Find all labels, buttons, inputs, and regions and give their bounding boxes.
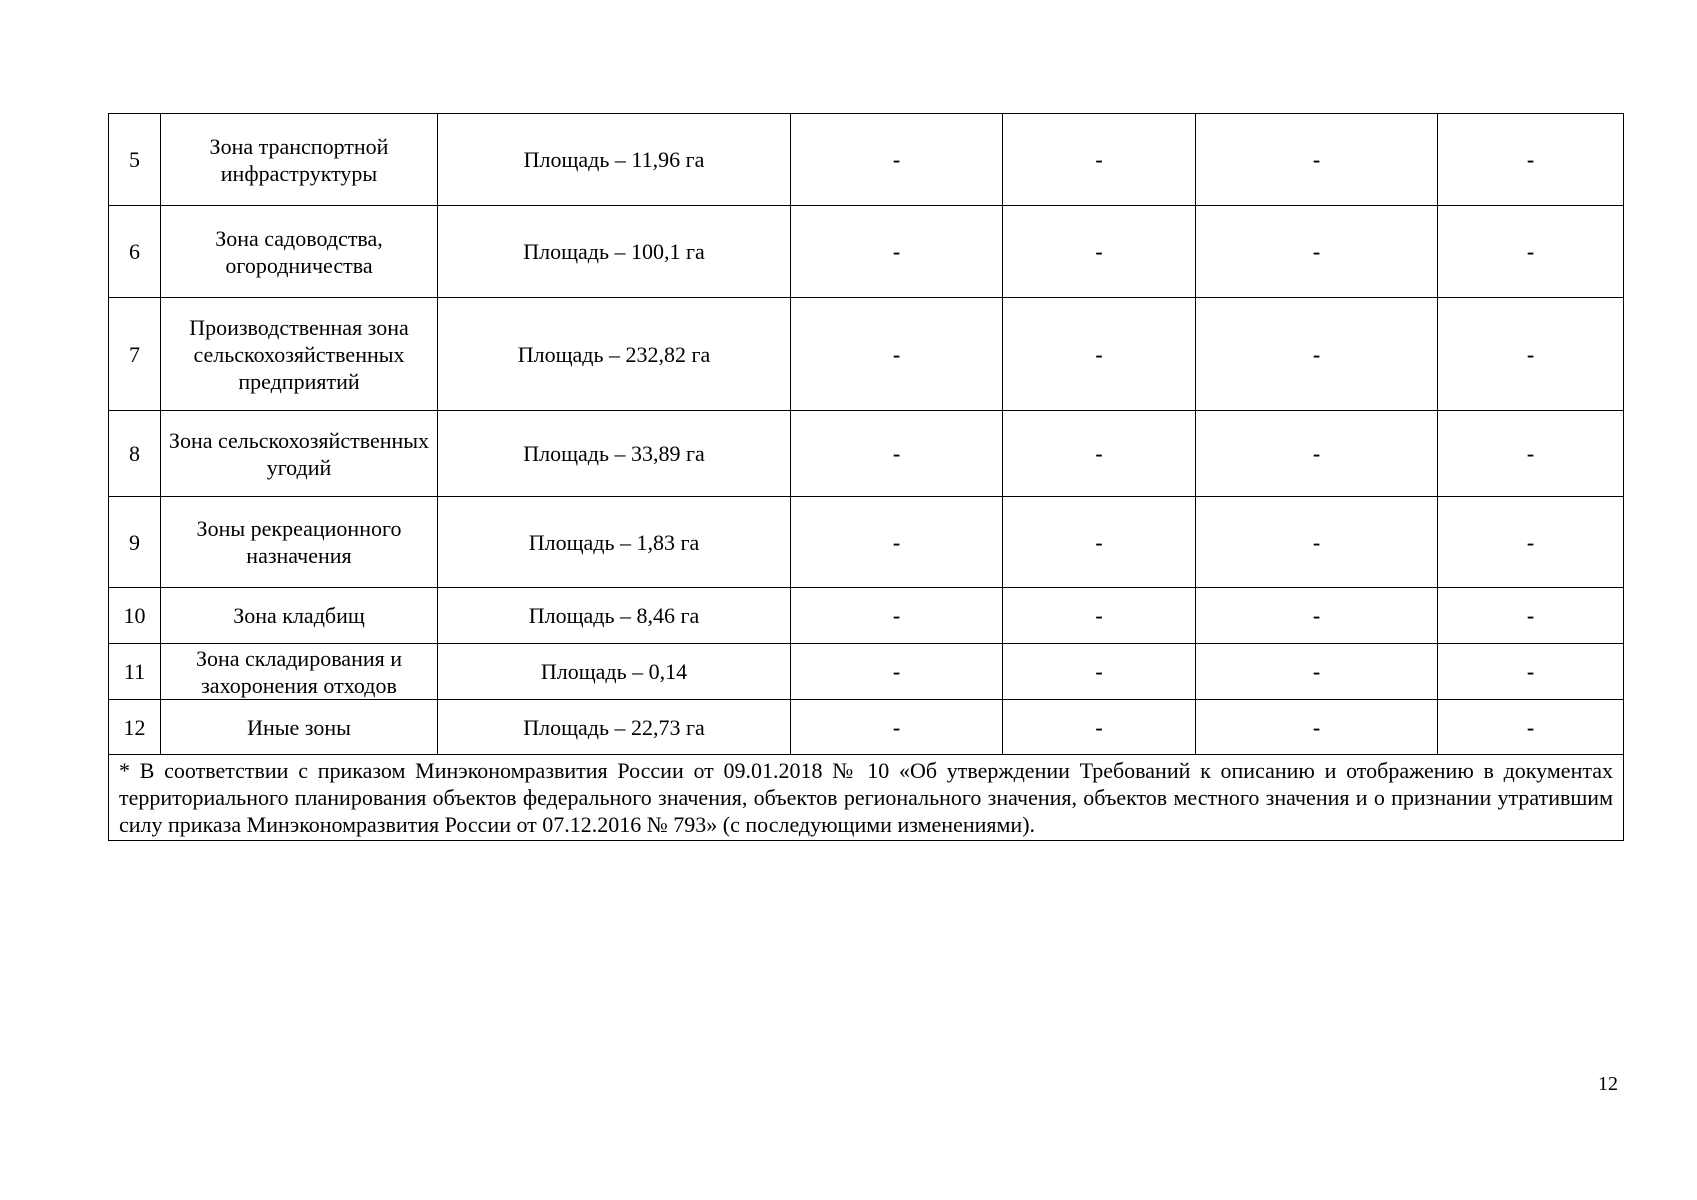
zone-name: Зона кладбищ <box>161 588 438 644</box>
empty-cell: - <box>1438 206 1624 298</box>
empty-cell: - <box>1196 206 1438 298</box>
empty-cell: - <box>1196 298 1438 411</box>
zone-name: Зоны рекреационного назначения <box>161 497 438 588</box>
empty-cell: - <box>1438 700 1624 755</box>
empty-cell: - <box>791 700 1003 755</box>
empty-cell: - <box>791 411 1003 497</box>
empty-cell: - <box>1438 411 1624 497</box>
empty-cell: - <box>791 497 1003 588</box>
zone-name: Зона транспортной инфраструктуры <box>161 114 438 206</box>
empty-cell: - <box>791 588 1003 644</box>
row-number: 7 <box>109 298 161 411</box>
empty-cell: - <box>1196 411 1438 497</box>
empty-cell: - <box>1438 114 1624 206</box>
empty-cell: - <box>1438 497 1624 588</box>
zone-area: Площадь – 33,89 га <box>438 411 791 497</box>
table-row <box>109 114 1624 206</box>
empty-cell: - <box>1003 644 1196 700</box>
table-row <box>109 411 1624 497</box>
table-row <box>109 497 1624 588</box>
zone-area: Площадь – 22,73 га <box>438 700 791 755</box>
zone-name: Производственная зона сельскохозяйственных предприятий <box>161 298 438 411</box>
table-row <box>109 588 1624 644</box>
zone-area: Площадь – 1,83 га <box>438 497 791 588</box>
table-row <box>109 206 1624 298</box>
table-row <box>109 298 1624 411</box>
empty-cell: - <box>1003 411 1196 497</box>
zone-area: Площадь – 100,1 га <box>438 206 791 298</box>
zone-area: Площадь – 232,82 га <box>438 298 791 411</box>
table-row <box>109 700 1624 755</box>
empty-cell: - <box>1196 114 1438 206</box>
empty-cell: - <box>1196 497 1438 588</box>
zone-name: Зона садоводства, огородничества <box>161 206 438 298</box>
empty-cell: - <box>791 644 1003 700</box>
table-row <box>109 644 1624 700</box>
empty-cell: - <box>791 114 1003 206</box>
row-number: 9 <box>109 497 161 588</box>
row-number: 6 <box>109 206 161 298</box>
empty-cell: - <box>1003 114 1196 206</box>
empty-cell: - <box>1003 588 1196 644</box>
row-number: 10 <box>109 588 161 644</box>
empty-cell: - <box>791 298 1003 411</box>
zone-area: Площадь – 11,96 га <box>438 114 791 206</box>
empty-cell: - <box>1003 298 1196 411</box>
zone-name: Зона сельскохозяйственных угодий <box>161 411 438 497</box>
empty-cell: - <box>1003 700 1196 755</box>
zone-name: Иные зоны <box>161 700 438 755</box>
page-number: 12 <box>1598 1073 1618 1095</box>
zone-area: Площадь – 0,14 <box>438 644 791 700</box>
row-number: 8 <box>109 411 161 497</box>
zones-table <box>108 113 1624 841</box>
empty-cell: - <box>1438 298 1624 411</box>
empty-cell: - <box>1003 497 1196 588</box>
row-number: 12 <box>109 700 161 755</box>
empty-cell: - <box>1196 644 1438 700</box>
footnote-text: * В соответствии с приказом Минэкономразвития России от 09.01.2018 № 10 «Об утверждении Требований к описанию и отображению в документах территориального планирования объектов федерального значения, объектов регионального значения, объектов местного значения и о признании утратившим силу приказа Минэкономразвития России от 07.12.2016 № 793» (с последующими изменениями). <box>109 755 1624 841</box>
empty-cell: - <box>1196 588 1438 644</box>
row-number: 11 <box>109 644 161 700</box>
zone-name: Зона складирования и захоронения отходов <box>161 644 438 700</box>
empty-cell: - <box>1196 700 1438 755</box>
row-number: 5 <box>109 114 161 206</box>
empty-cell: - <box>791 206 1003 298</box>
empty-cell: - <box>1003 206 1196 298</box>
footnote-row <box>109 755 1624 841</box>
empty-cell: - <box>1438 644 1624 700</box>
empty-cell: - <box>1438 588 1624 644</box>
zone-area: Площадь – 8,46 га <box>438 588 791 644</box>
